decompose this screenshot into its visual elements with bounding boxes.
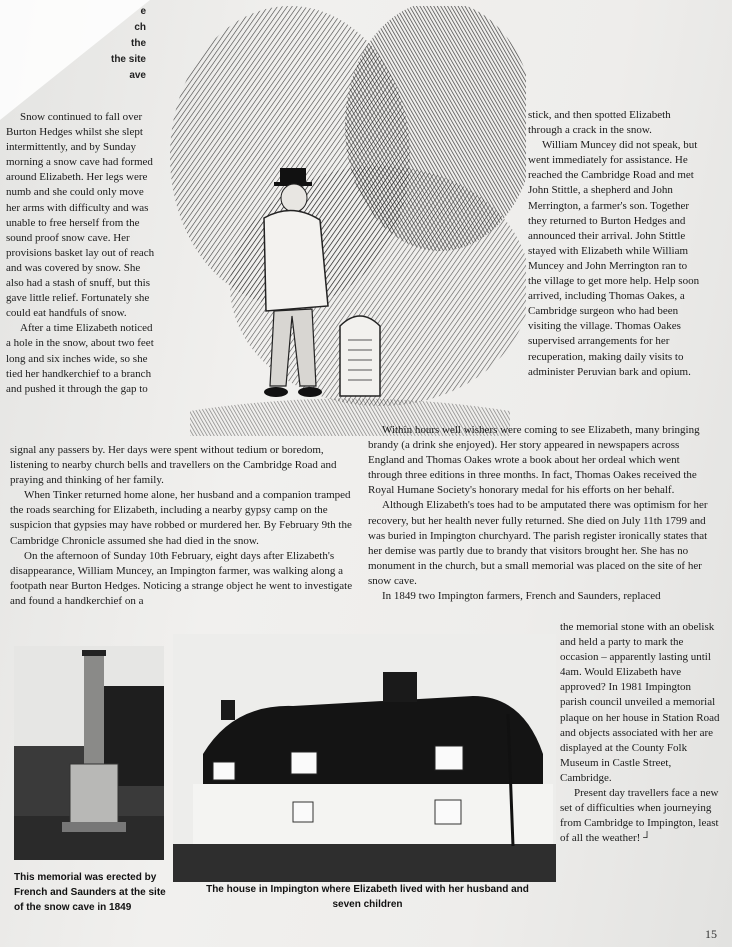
text-column-left <box>6 110 158 397</box>
paragraph: William Muncey did not speak, but went immediately for assistance. He reached the Cambridge Road and met John Stittle, a shepherd and John Merrington, a farmer's son. Together they returned to Burton Hedges and announced their arrival. John Stittle stayed with Elizabeth while William Muncey and John Merrington ran to the village to get more help. Help soon arrived, including Thomas Oakes, a Cambridge surgeon who had been visiting the village. Thomas Oakes supervised arrangements for her recuperation, making daily visits to administer Peruvian bark and opium. <box>528 139 700 378</box>
house-photo-caption: The house in Impington where Elizabeth lived with her husband and seven children <box>206 884 529 910</box>
memorial-obelisk-photo <box>14 646 164 860</box>
paragraph: Although Elizabeth's toes had to be amputated there was optimism for her recovery, but her health never fully returned. She died on July 11th 1799 and was buried in Impington churchyard. The parish register ironically states that her demise was partly due to brandy that visitors brought her. She has no monument in the church, but a small memorial was placed on the site of her snow cave. <box>368 499 708 587</box>
paragraph: stick, and then spotted Elizabeth through a crack in the snow. <box>528 109 671 137</box>
corner-caption-line: ch <box>134 22 146 33</box>
paragraph: In 1849 two Impington farmers, French and Saunders, replaced <box>382 590 661 603</box>
page-number: 15 <box>705 927 717 941</box>
paragraph: Snow continued to fall over Burton Hedges whilst she slept intermittently, and by Sunday morning a snow cave had formed around Elizabeth. Her legs were numb and she could only move her arms with difficulty and was unable to free herself from the sound proof snow cave. Her provisions basket lay out of reach and was covered by snow. She also had a stash of snuff, but this gave little relief. Fortunately she could eat handfuls of snow. <box>6 111 155 320</box>
memorial-photo-caption: This memorial was erected by French and Saunders at the site of the snow cave in 1849 <box>14 872 166 913</box>
text-column-wide-left <box>10 443 360 609</box>
paragraph: Present day travellers face a new set of difficulties when journeying from Cambridge to Impington, least of all the weather! ┘ <box>560 787 719 845</box>
corner-caption-line: ave <box>129 70 146 81</box>
paragraph: the memorial stone with an obelisk and held a party to mark the occasion – apparently lasting until 4am. Would Elizabeth have approved? In 1981 Impington parish council unveiled a memorial plaque on her house in Station Road and objects associated with her are displayed at the County Folk Museum in Castle Street, Cambridge. <box>560 621 720 784</box>
text-column-wide-right <box>368 423 713 604</box>
text-column-bottom-right <box>560 620 720 846</box>
memorial-stone <box>340 316 380 396</box>
paragraph: signal any passers by. Her days were spent without tedium or boredom, listening to nearby church bells and travellers on the Cambridge Road and praying and thinking of her family. <box>10 444 337 487</box>
text-column-right <box>528 108 703 380</box>
corner-caption-line: the <box>131 38 146 49</box>
paragraph: On the afternoon of Sunday 10th February, eight days after Elizabeth's disappearance, William Muncey, an Impington farmer, was walking along a footpath near Burton Hedges. Noticing a strange object he went to investigate and found a handkerchief on a <box>10 549 353 607</box>
thatched-house-photo <box>173 634 556 882</box>
engraving-illustration <box>170 6 526 436</box>
corner-caption <box>56 4 146 84</box>
paragraph: Within hours well wishers were coming to see Elizabeth, many bringing brandy (a drink she enjoyed). Her story appeared in newspapers across England and Thomas Oakes wrote a book about her ordeal which went through three editions in three months. In fact, Thomas Oakes received the Royal Humane Society's honorary medal for his efforts on her behalf. <box>368 424 700 497</box>
paragraph: After a time Elizabeth noticed a hole in the snow, about two feet long and six inches wide, so she tied her handkerchief to a branch and pushed it through the gap to <box>6 322 154 395</box>
paragraph: When Tinker returned home alone, her husband and a companion tramped the roads searching for Elizabeth, including a nearby gypsy camp on the suspicion that gypsies may have robbed or murdered her. By February 9th the Cambridge Chronicle assumed she had died in the snow. <box>10 489 352 547</box>
corner-caption-line: e <box>140 6 146 17</box>
corner-caption-line: the site <box>110 54 146 65</box>
